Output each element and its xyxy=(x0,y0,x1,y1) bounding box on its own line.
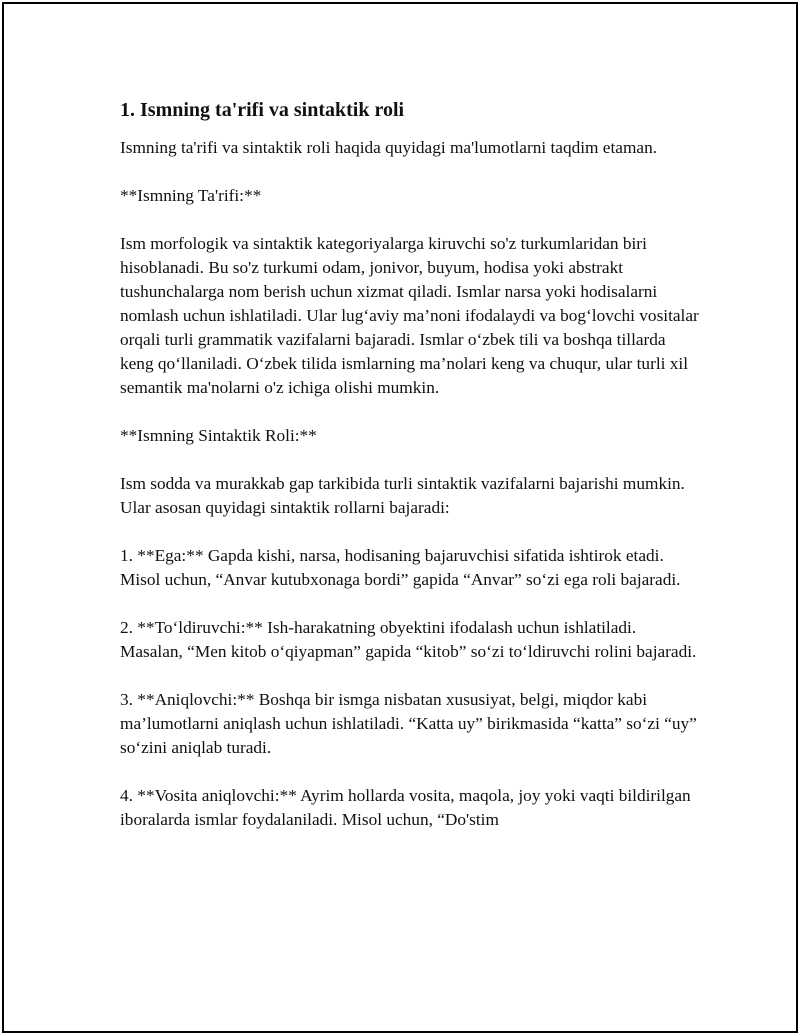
definition-paragraph: Ism morfologik va sintaktik kategoriyalarga kiruvchi so'z turkumlaridan biri hisoblanadi. Bu so'z turkumi odam, jonivor, buyum, hodisa yoki abstrakt tushunchalarga nom berish uchun xizmat qiladi. Ismlar narsa yoki hodisalarni nomlash uchun ishlatiladi. Ular lug‘aviy ma’noni ifodalaydi va bog‘lovchi vositalar orqali turli grammatik vazifalarni bajaradi. Ismlar o‘zbek tili va boshqa tillarda keng qo‘llaniladi. O‘zbek tilida ismlarning ma’nolari keng va chuqur, ular turli xil semantik ma'nolarni o'z ichiga olishi mumkin. xyxy=(120,234,699,397)
document-body xyxy=(120,96,700,832)
definition-subheading: **Ismning Ta'rifi:** xyxy=(120,186,262,205)
list-item-toldiruvchi: 2. **To‘ldiruvchi:** Ish-harakatning obyektini ifodalash uchun ishlatiladi. Masalan, “Men kitob o‘qiyapman” gapida “kitob” so‘zi to‘ldiruvchi rolini bajaradi. xyxy=(120,618,697,661)
document-page xyxy=(2,2,798,1033)
list-item-vosita-aniqlovchi: 4. **Vosita aniqlovchi:** Ayrim hollarda vosita, maqola, joy yoki vaqti bildirilgan iboralarda ismlar foydalaniladi. Misol uchun, “Do'stim xyxy=(120,786,691,829)
intro-paragraph: Ismning ta'rifi va sintaktik roli haqida quyidagi ma'lumotlarni taqdim etaman. xyxy=(120,138,658,157)
list-item-ega: 1. **Ega:** Gapda kishi, narsa, hodisaning bajaruvchisi sifatida ishtirok etadi. Misol uchun, “Anvar kutubxonaga bordi” gapida “Anvar” so‘zi ega roli bajaradi. xyxy=(120,546,681,589)
syntactic-role-subheading: **Ismning Sintaktik Roli:** xyxy=(120,426,317,445)
list-item-aniqlovchi: 3. **Aniqlovchi:** Boshqa bir ismga nisbatan xususiyat, belgi, miqdor kabi ma’lumotlarni aniqlash uchun ishlatiladi. “Katta uy” birikmasida “katta” so‘zi “uy” so‘zini aniqlab turadi. xyxy=(120,690,697,757)
section-heading: 1. Ismning ta'rifi va sintaktik roli xyxy=(120,99,405,121)
syntactic-role-intro: Ism sodda va murakkab gap tarkibida turli sintaktik vazifalarni bajarishi mumkin. Ular asosan quyidagi sintaktik rollarni bajaradi: xyxy=(120,474,685,517)
